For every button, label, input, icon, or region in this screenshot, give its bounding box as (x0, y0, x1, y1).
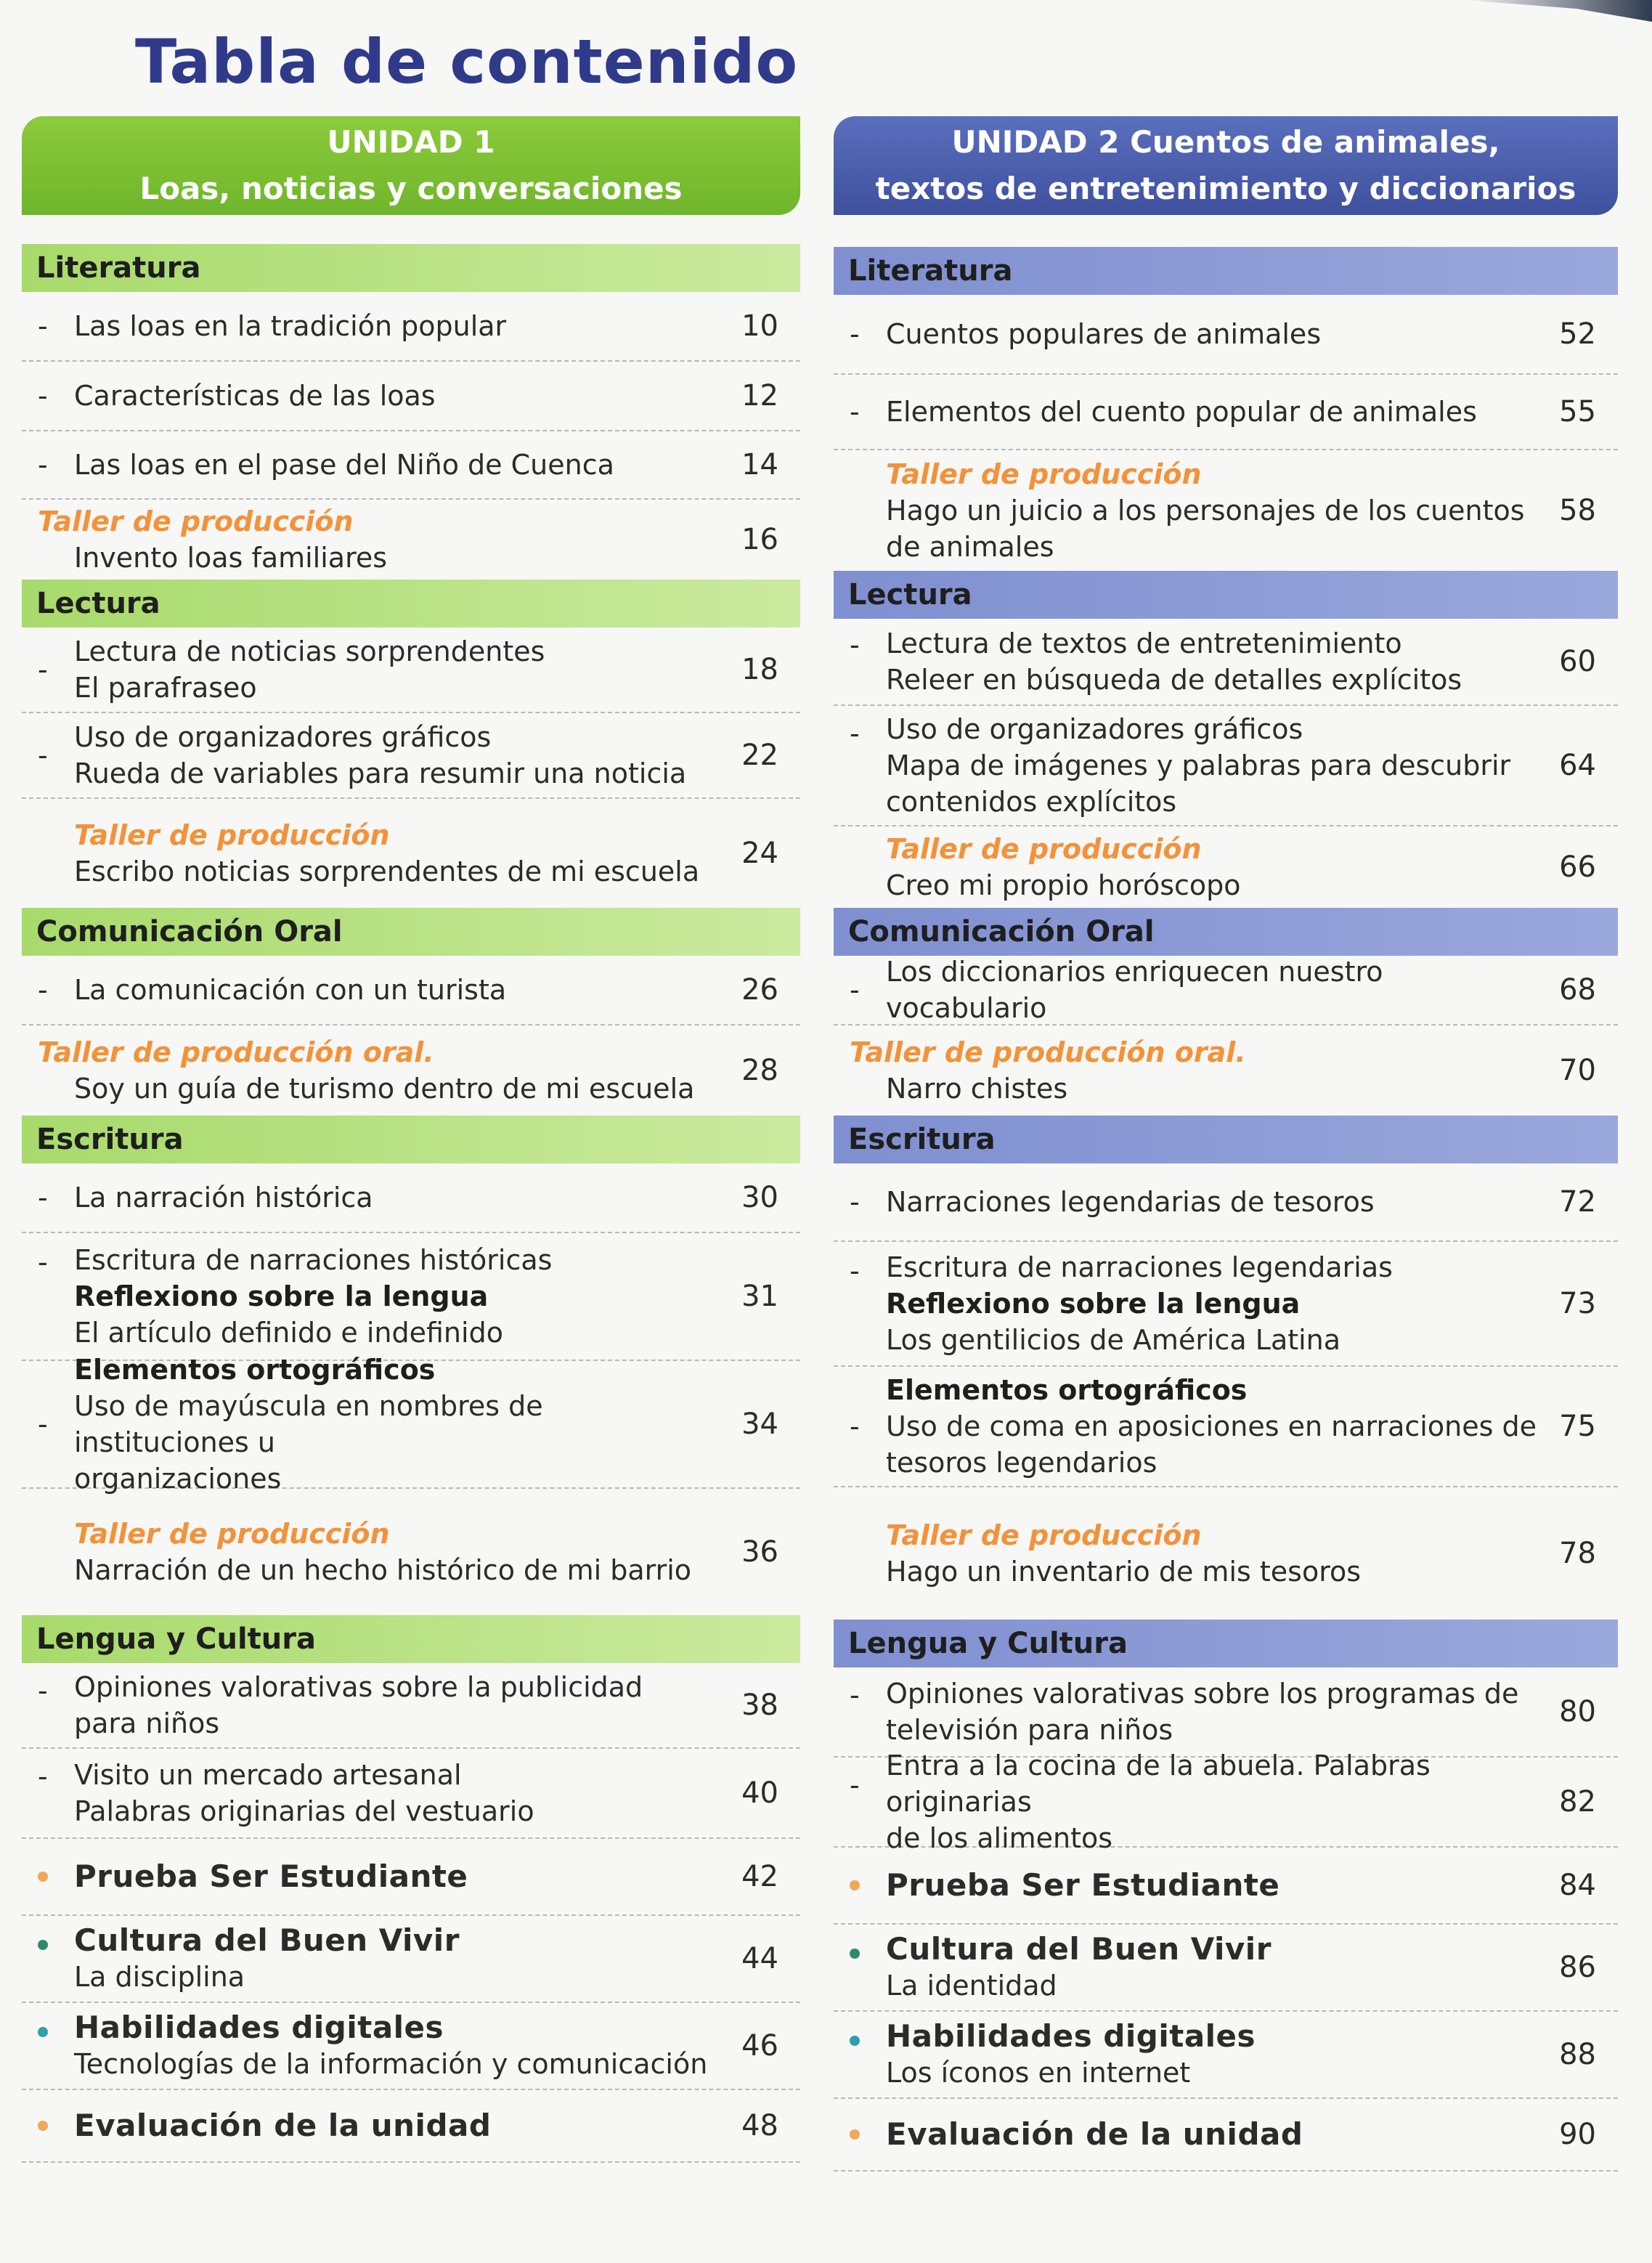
dash-marker: - (850, 1679, 860, 1711)
entry-bold-heading: Elementos ortográficos (74, 1354, 436, 1386)
toc-entry-special[interactable] (22, 1916, 800, 2003)
entry-title: Evaluación de la unidad (886, 2116, 1303, 2152)
entry-title: Soy un guía de turismo dentro de mi escuela (74, 1073, 695, 1105)
page-number: 28 (741, 1054, 778, 1087)
taller-heading: Taller de producción (886, 458, 1202, 490)
taller-heading: Taller de producción (38, 505, 354, 537)
entry-subtitle: La disciplina (74, 1961, 245, 1993)
unit1-banner (22, 116, 800, 215)
toc-entry[interactable] (22, 627, 800, 713)
entry-subtitle: de los alimentos (886, 1822, 1113, 1854)
toc-entry[interactable] (834, 295, 1618, 375)
toc-entry[interactable] (22, 1163, 800, 1233)
entry-subtitle: El artículo definido e indefinido (74, 1317, 503, 1349)
section-comunicacion-oral: Comunicación Oral (834, 908, 1618, 956)
taller-heading: Taller de producción oral. (38, 1036, 434, 1068)
taller-heading: Taller de producción (74, 819, 390, 851)
entry-title: Uso de organizadores gráficos (74, 721, 492, 753)
page-number: 44 (741, 1942, 778, 1975)
entry-subtitle: de animales (886, 531, 1054, 563)
section-lectura: Lectura (834, 571, 1618, 619)
toc-entry[interactable] (834, 956, 1618, 1025)
page-number: 40 (741, 1776, 778, 1810)
bullet-dot (38, 2121, 48, 2131)
dash-marker: - (38, 310, 48, 342)
section-lectura: Lectura (22, 580, 800, 627)
entry-title: Habilidades digitales (886, 2018, 1256, 2054)
toc-entry[interactable] (834, 619, 1618, 706)
toc-entry-special[interactable] (22, 2090, 800, 2163)
entry-subtitle: Tecnologías de la información y comunicación (74, 2048, 708, 2080)
entry-subtitle: La identidad (886, 1970, 1057, 2002)
unit2-column (834, 116, 1618, 2171)
bullet-dot (850, 2129, 860, 2140)
dash-marker: - (38, 739, 48, 771)
section-escritura: Escritura (834, 1116, 1618, 1163)
unit2-title: textos de entretenimiento y diccionarios (875, 171, 1576, 206)
entry-subtitle: Palabras originarias del vestuario (74, 1795, 534, 1827)
page-number: 68 (1559, 973, 1596, 1007)
entry-title: Lectura de noticias sorprendentes (74, 635, 545, 667)
page-number: 82 (1559, 1785, 1596, 1819)
toc-entry[interactable] (834, 1367, 1618, 1487)
entry-title: Escritura de narraciones legendarias (886, 1251, 1393, 1283)
dash-marker: - (850, 629, 860, 661)
entry-title: Hago un inventario de mis tesoros (886, 1556, 1362, 1588)
entry-subtitle: El parafraseo (74, 672, 257, 704)
toc-entry-taller[interactable] (834, 826, 1618, 908)
entry-title: Escritura de narraciones históricas (74, 1244, 553, 1276)
entry-title: Escribo noticias sorprendentes de mi escuela (74, 856, 700, 887)
entry-title: Habilidades digitales (74, 2010, 444, 2045)
bullet-dot (38, 1940, 48, 1950)
entry-subtitle: Mapa de imágenes y palabras para descubrir (886, 749, 1511, 781)
entry-subtitle: para niños (74, 1707, 220, 1739)
dash-marker: - (38, 654, 48, 686)
entry-title: Opiniones valorativas sobre la publicidad (74, 1671, 643, 1703)
entry-title: Elementos del cuento popular de animales (886, 396, 1477, 428)
toc-entry[interactable] (22, 1233, 800, 1361)
page-number: 12 (741, 379, 778, 413)
page-number: 73 (1559, 1287, 1596, 1320)
entry-title: Uso de organizadores gráficos (886, 713, 1303, 745)
dash-marker: - (850, 1410, 860, 1442)
toc-entry[interactable] (834, 1667, 1618, 1758)
unit1-column (22, 116, 800, 2163)
taller-heading: Taller de producción oral. (850, 1036, 1246, 1068)
entry-title: Prueba Ser Estudiante (74, 1858, 468, 1894)
page-number: 90 (1559, 2118, 1596, 2151)
entry-subtitle: tesoros legendarios (886, 1447, 1157, 1479)
toc-entry[interactable] (22, 1749, 800, 1839)
entry-bold-heading: Reflexiono sobre la lengua (74, 1280, 489, 1312)
page-number: 84 (1559, 1869, 1596, 1902)
page-number: 46 (741, 2029, 778, 2063)
unit2-banner (834, 116, 1618, 215)
taller-heading: Taller de producción (886, 833, 1202, 865)
page-number: 78 (1559, 1537, 1596, 1570)
toc-entry-taller[interactable] (22, 1489, 800, 1615)
entry-bold-heading: Elementos ortográficos (886, 1374, 1248, 1406)
page-number: 36 (741, 1535, 778, 1569)
entry-title: Opiniones valorativas sobre los programas de (886, 1678, 1519, 1710)
page-number: 52 (1559, 317, 1596, 351)
page-title: Tabla de contenido (135, 26, 799, 97)
page-number: 31 (741, 1280, 778, 1313)
entry-title: Narración de un hecho histórico de mi barrio (74, 1554, 692, 1586)
section-escritura: Escritura (22, 1116, 800, 1163)
dash-marker: - (850, 1186, 860, 1218)
entry-title: Hago un juicio a los personajes de los cuentos (886, 495, 1525, 527)
entry-title: Uso de coma en aposiciones en narraciones de (886, 1410, 1537, 1442)
page-number: 66 (1559, 850, 1596, 884)
page-number: 72 (1559, 1185, 1596, 1219)
entry-subtitle: Releer en búsqueda de detalles explícitos (886, 664, 1462, 696)
dash-marker: - (850, 1255, 860, 1287)
dash-marker: - (38, 1246, 48, 1278)
section-lengua-cultura: Lengua y Cultura (834, 1620, 1618, 1667)
entry-title: Visito un mercado artesanal (74, 1759, 462, 1791)
toc-entry-special[interactable] (834, 1848, 1618, 1925)
entry-title: Evaluación de la unidad (74, 2108, 492, 2143)
page-number: 34 (741, 1407, 778, 1441)
page-number: 22 (741, 739, 778, 772)
page-number: 88 (1559, 2038, 1596, 2071)
unit1-number: UNIDAD 1 (327, 124, 495, 160)
page-number: 48 (741, 2109, 778, 2142)
entry-title: Cultura del Buen Vivir (74, 1922, 460, 1958)
entry-subtitle: televisión para niños (886, 1714, 1173, 1746)
page-number: 16 (741, 523, 778, 556)
section-comunicacion-oral: Comunicación Oral (22, 908, 800, 956)
toc-entry-special[interactable] (834, 2099, 1618, 2171)
toc-entry-taller[interactable] (22, 799, 800, 908)
unit1-title: Loas, noticias y conversaciones (139, 171, 683, 206)
entry-title: La narración histórica (74, 1182, 373, 1214)
toc-entry[interactable] (22, 292, 800, 362)
entry-subtitle: Los gentilicios de América Latina (886, 1324, 1341, 1356)
toc-entry[interactable] (834, 1242, 1618, 1367)
page-number: 58 (1559, 494, 1596, 527)
dash-marker: - (850, 318, 860, 350)
toc-entry[interactable] (22, 713, 800, 799)
bullet-dot (850, 2036, 860, 2046)
entry-subtitle: contenidos explícitos (886, 786, 1177, 818)
entry-title: Creo mi propio horóscopo (886, 869, 1241, 901)
toc-entry[interactable] (22, 956, 800, 1025)
page-number: 30 (741, 1181, 778, 1214)
dash-marker: - (850, 718, 860, 749)
page-number: 38 (741, 1689, 778, 1722)
bullet-dot (38, 2027, 48, 2037)
toc-entry[interactable] (22, 1663, 800, 1749)
page-number: 26 (741, 973, 778, 1007)
toc-entry[interactable] (834, 1163, 1618, 1242)
dash-marker: - (850, 396, 860, 428)
section-literatura: Literatura (834, 247, 1618, 295)
dash-marker: - (850, 1769, 860, 1801)
entry-title: Cultura del Buen Vivir (886, 1931, 1271, 1967)
entry-title: Características de las loas (74, 380, 436, 412)
bullet-dot (850, 1949, 860, 1959)
toc-entry[interactable] (22, 1354, 800, 1495)
page-number: 24 (741, 837, 778, 870)
entry-title: Invento loas familiares (74, 542, 388, 574)
toc-entry-taller[interactable] (834, 1025, 1618, 1116)
entry-title: Cuentos populares de animales (886, 318, 1322, 350)
dash-marker: - (38, 1182, 48, 1214)
entry-title: Los diccionarios enriquecen nuestro vocabulario (886, 956, 1383, 1024)
page-number: 70 (1559, 1054, 1596, 1087)
dash-marker: - (38, 380, 48, 412)
page-number: 80 (1559, 1695, 1596, 1728)
toc-entry-taller[interactable] (834, 450, 1618, 571)
entry-subtitle: Rueda de variables para resumir una noticia (74, 757, 687, 789)
toc-entry[interactable] (834, 706, 1618, 826)
toc-entry-special[interactable] (22, 2003, 800, 2090)
entry-subtitle: Los íconos en internet (886, 2057, 1191, 2089)
unit2-number: UNIDAD 2 Cuentos de animales, (951, 124, 1500, 160)
page-number: 18 (741, 653, 778, 686)
entry-title: La comunicación con un turista (74, 974, 507, 1006)
toc-entry-taller[interactable] (22, 1025, 800, 1116)
entry-title: Lectura de textos de entretenimiento (886, 627, 1402, 659)
entry-title: Las loas en el pase del Niño de Cuenca (74, 449, 614, 481)
taller-heading: Taller de producción (886, 1519, 1202, 1551)
entry-title: Prueba Ser Estudiante (886, 1867, 1280, 1903)
toc-entry[interactable] (834, 1750, 1618, 1854)
toc-entry-special[interactable] (22, 1839, 800, 1916)
corner-decoration (1463, 0, 1652, 22)
page-number: 42 (741, 1860, 778, 1893)
entry-title: Las loas en la tradición popular (74, 310, 507, 342)
toc-entry[interactable] (22, 362, 800, 431)
toc-entry[interactable] (834, 375, 1618, 450)
dash-marker: - (38, 974, 48, 1006)
section-lengua-cultura: Lengua y Cultura (22, 1615, 800, 1663)
toc-entry-taller[interactable] (22, 500, 800, 580)
section-literatura: Literatura (22, 244, 800, 292)
dash-marker: - (850, 974, 860, 1006)
bullet-dot (38, 1872, 48, 1882)
entry-title: Narraciones legendarias de tesoros (886, 1186, 1375, 1218)
page-number: 10 (741, 309, 778, 343)
page-number: 86 (1559, 1951, 1596, 1984)
page-number: 64 (1559, 749, 1596, 782)
entry-title: Uso de mayúscula en nombres de instituciones u (74, 1390, 543, 1458)
toc-entry-special[interactable] (834, 2012, 1618, 2099)
dash-marker: - (38, 449, 48, 481)
entry-title: Narro chistes (886, 1073, 1068, 1105)
dash-marker: - (38, 1675, 48, 1707)
page-number: 60 (1559, 645, 1596, 678)
page-number: 14 (741, 448, 778, 482)
entry-subtitle: organizaciones (74, 1463, 282, 1495)
entry-title: Entra a la cocina de la abuela. Palabras originarias (886, 1750, 1431, 1818)
taller-heading: Taller de producción (74, 1518, 390, 1550)
toc-entry-special[interactable] (834, 1925, 1618, 2012)
entry-bold-heading: Reflexiono sobre la lengua (886, 1288, 1301, 1320)
bullet-dot (850, 1880, 860, 1890)
page-number: 75 (1559, 1410, 1596, 1443)
page-number: 55 (1559, 395, 1596, 428)
toc-entry[interactable] (22, 431, 800, 500)
dash-marker: - (38, 1760, 48, 1792)
toc-entry-taller[interactable] (834, 1487, 1618, 1620)
dash-marker: - (38, 1408, 48, 1440)
